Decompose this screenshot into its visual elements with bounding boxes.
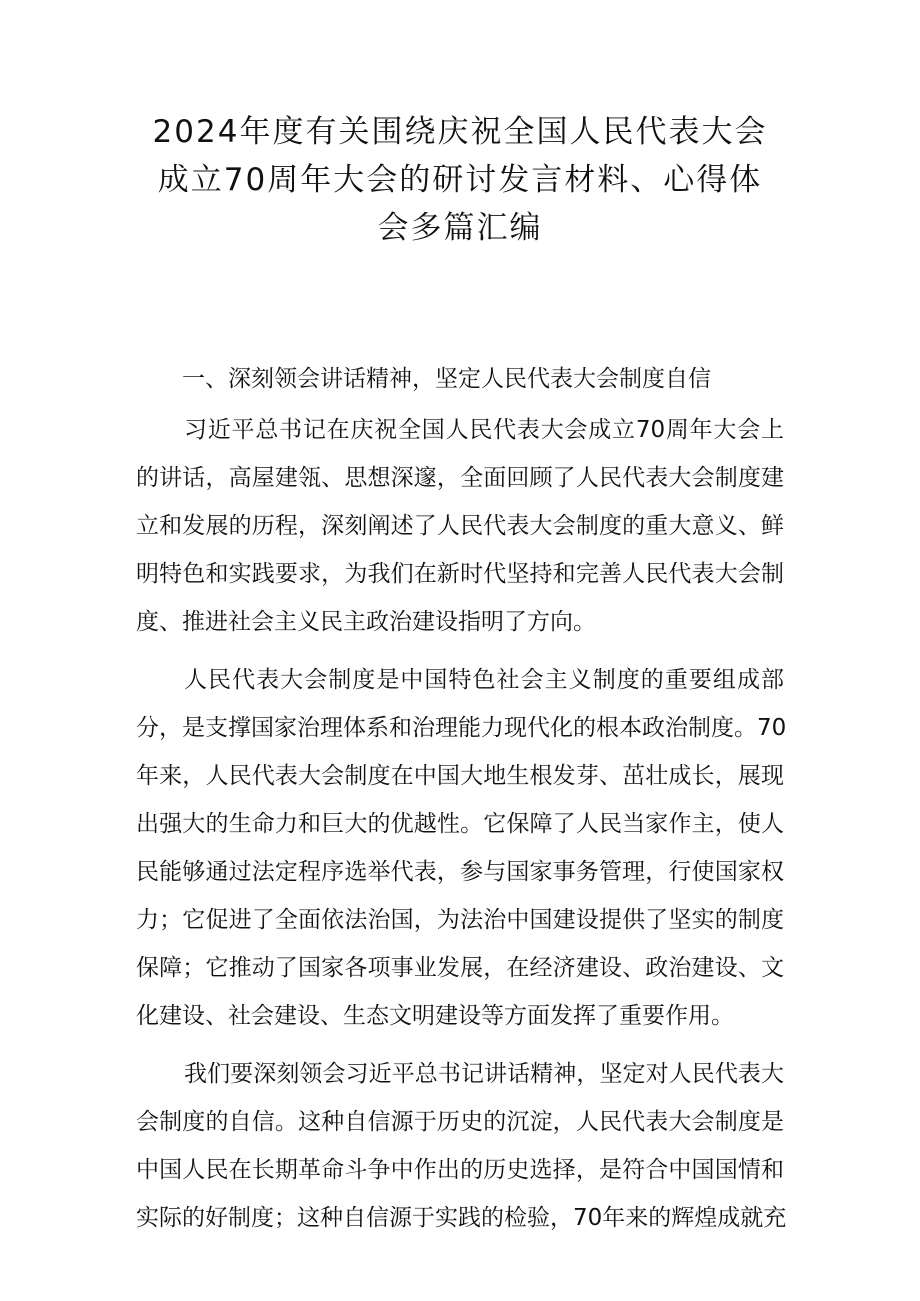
paragraph-line: 出强大的生命力和巨大的优越性。它保障了人民当家作主，使人	[136, 811, 784, 837]
paragraph-line: 度、推进社会主义民主政治建设指明了方向。	[136, 609, 596, 635]
paragraph-line: 明特色和实践要求，为我们在新时代坚持和完善人民代表大会制	[136, 561, 784, 587]
paragraph-line: 实际的好制度；这种自信源于实践的检验，70年来的辉煌成就充	[136, 1205, 787, 1231]
paragraph-line: 立和发展的历程，深刻阐述了人民代表大会制度的重大意义、鲜	[136, 513, 784, 539]
title-line: 2024年度有关围绕庆祝全国人民代表大会	[152, 114, 768, 150]
title-line: 会多篇汇编	[377, 210, 543, 246]
paragraph	[136, 1050, 787, 1242]
paragraph	[136, 406, 784, 646]
title-line: 成立70周年大会的研讨发言材料、心得体	[157, 162, 763, 198]
paragraph-line: 人民代表大会制度是中国特色社会主义制度的重要组成部	[184, 667, 784, 693]
document-title	[136, 108, 784, 252]
paragraph-line: 中国人民在长期革命斗争中作出的历史选择，是符合中国国情和	[136, 1157, 784, 1183]
paragraph-line: 习近平总书记在庆祝全国人民代表大会成立70周年大会上	[184, 417, 784, 443]
paragraph	[136, 656, 787, 1040]
paragraph-line: 化建设、社会建设、生态文明建设等方面发挥了重要作用。	[136, 1003, 734, 1029]
paragraph-line: 民能够通过法定程序选举代表，参与国家事务管理，行使国家权	[136, 859, 784, 885]
paragraph-line: 我们要深刻领会习近平总书记讲话精神，坚定对人民代表大	[184, 1061, 784, 1087]
paragraph-line: 分，是支撑国家治理体系和治理能力现代化的根本政治制度。70	[136, 715, 787, 741]
paragraph-line: 会制度的自信。这种自信源于历史的沉淀，人民代表大会制度是	[136, 1109, 784, 1135]
paragraph-line: 保障；它推动了国家各项事业发展，在经济建设、政治建设、文	[136, 955, 784, 981]
paragraph-line: 年来，人民代表大会制度在中国大地生根发芽、茁壮成长，展现	[136, 763, 784, 789]
paragraph-line: 力；它促进了全面依法治国，为法治中国建设提供了坚实的制度	[136, 907, 784, 933]
paragraph-line: 的讲话，高屋建瓴、思想深邃，全面回顾了人民代表大会制度建	[136, 465, 784, 491]
section-heading: 一、深刻领会讲话精神，坚定人民代表大会制度自信	[182, 366, 711, 392]
